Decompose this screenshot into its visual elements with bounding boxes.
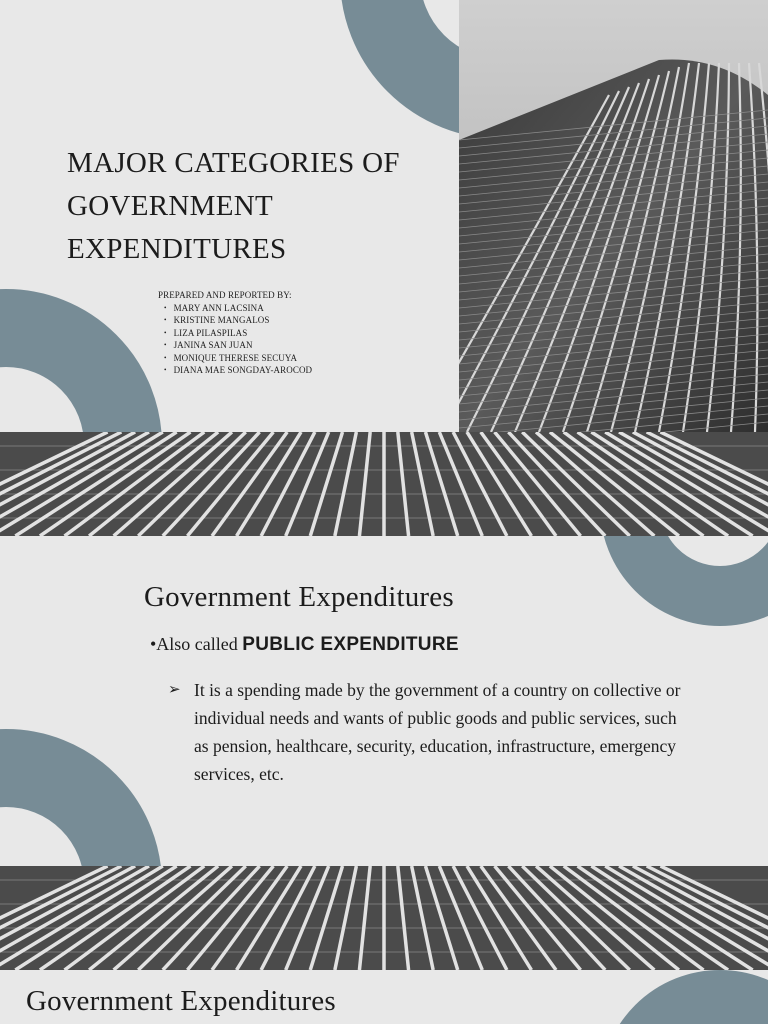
public-expenditure-term: PUBLIC EXPENDITURE xyxy=(242,634,459,655)
slide-title: Government Expenditures xyxy=(144,581,454,613)
definition-bullet xyxy=(168,676,688,788)
skyscraper-image xyxy=(459,0,768,432)
reporter-item: • DIANA MAE SONGDAY-AROCOD xyxy=(164,364,312,377)
building-photo xyxy=(459,0,768,432)
reporter-item: • LIZA PILASPILAS xyxy=(164,327,312,340)
decorative-ring-left xyxy=(0,289,162,432)
reporter-item: • MARY ANN LACSINA xyxy=(164,302,312,315)
slide-title: Government Expenditures xyxy=(26,985,336,1017)
facade-photo-band xyxy=(0,866,768,970)
arrow-bullet-icon: ➢ xyxy=(168,682,181,698)
reporter-item: • JANINA SAN JUAN xyxy=(164,339,312,352)
reporter-list xyxy=(158,302,312,377)
prepared-by-block xyxy=(158,289,312,377)
also-prefix: •Also called xyxy=(150,634,243,654)
facade-photo-band xyxy=(0,432,768,536)
decorative-ring-right xyxy=(600,536,768,626)
definition-slide xyxy=(0,536,768,866)
decorative-ring-left xyxy=(0,729,162,866)
title-slide xyxy=(0,0,768,432)
decorative-ring-right xyxy=(600,970,768,1024)
facade-image xyxy=(0,866,768,970)
definition-text: It is a spending made by the government of a country on collective or individual needs and wants of public goods and public services, such as pension, healthcare, security, education, infrastructure, emergency services, etc. xyxy=(194,680,681,784)
prepared-heading: PREPARED AND REPORTED BY: xyxy=(158,290,292,300)
reporter-item: • MONIQUE THERESE SECUYA xyxy=(164,352,312,365)
next-slide-preview xyxy=(0,970,768,1024)
facade-image xyxy=(0,432,768,536)
also-called-line xyxy=(150,634,459,656)
main-title: MAJOR CATEGORIES OF GOVERNMENT EXPENDITURES xyxy=(67,147,400,265)
reporter-item: • KRISTINE MANGALOS xyxy=(164,314,312,327)
